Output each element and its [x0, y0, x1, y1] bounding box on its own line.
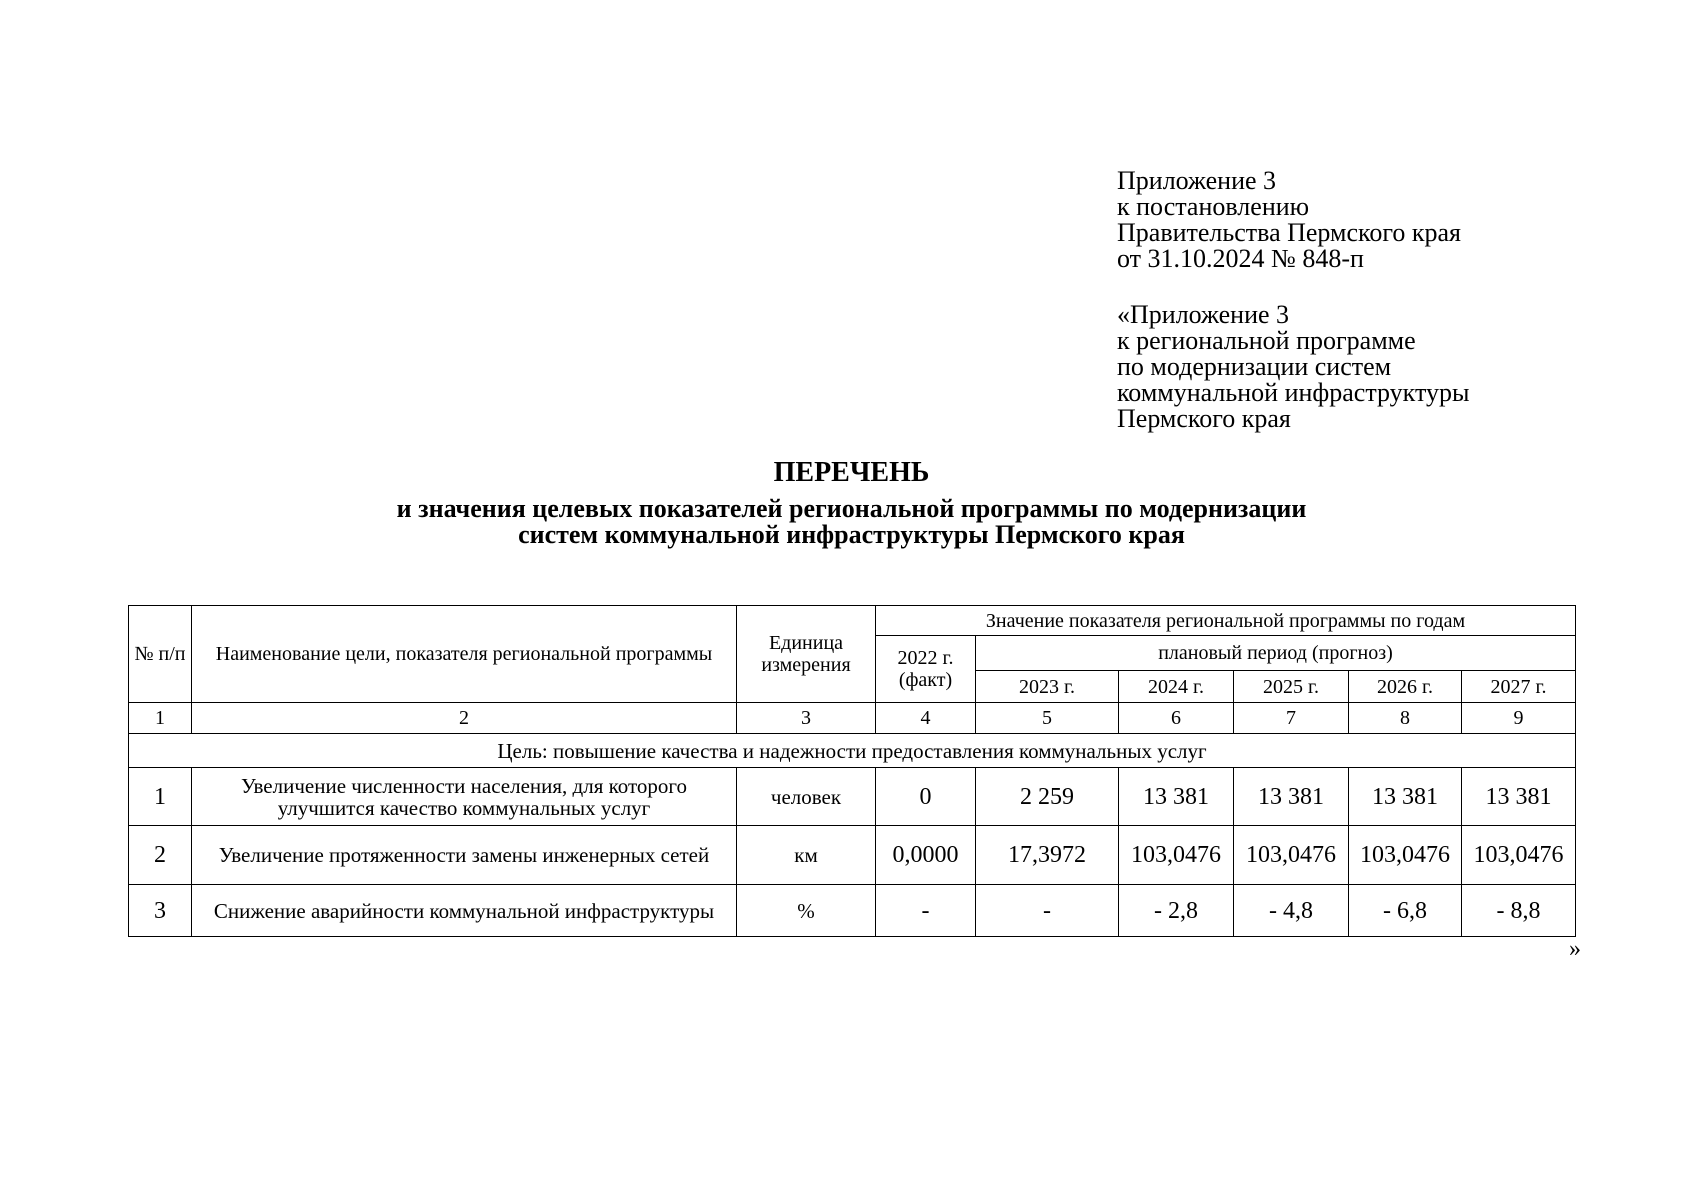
row-value: 0	[876, 768, 976, 826]
row-value: 13 381	[1349, 768, 1462, 826]
column-number: 3	[737, 703, 876, 734]
table-row	[129, 885, 1576, 937]
row-num: 3	[129, 885, 192, 937]
row-value: -	[976, 885, 1119, 937]
row-value: 2 259	[976, 768, 1119, 826]
row-value: - 8,8	[1462, 885, 1576, 937]
row-value: - 4,8	[1234, 885, 1349, 937]
row-value: -	[876, 885, 976, 937]
column-number: 8	[1349, 703, 1462, 734]
table-row	[129, 826, 1576, 885]
row-unit: %	[737, 885, 876, 937]
column-number: 9	[1462, 703, 1576, 734]
row-value: 103,0476	[1349, 826, 1462, 885]
appendix-line: Приложение 3	[1117, 166, 1277, 195]
row-name: Увеличение численности населения, для которого улучшится качество коммунальных услуг	[192, 768, 737, 826]
header-plan-period: плановый период (прогноз)	[976, 636, 1576, 671]
document-title: ПЕРЕЧЕНЬ	[773, 457, 930, 488]
appendix-reference-block	[1117, 168, 1461, 272]
row-num: 1	[129, 768, 192, 826]
row-unit: человек	[737, 768, 876, 826]
header-year: 2026 г.	[1349, 671, 1462, 703]
appendix-line: коммунальной инфраструктуры	[1117, 378, 1470, 407]
appendix-line: Пермского края	[1117, 404, 1291, 433]
row-value: 13 381	[1462, 768, 1576, 826]
header-year: 2025 г.	[1234, 671, 1349, 703]
appendix-line: к постановлению	[1117, 192, 1310, 221]
header-fact-year: 2022 г. (факт)	[876, 636, 976, 703]
header-num: № п/п	[129, 606, 192, 703]
appendix-line: по модернизации систем	[1117, 352, 1392, 381]
column-number: 4	[876, 703, 976, 734]
row-value: 0,0000	[876, 826, 976, 885]
header-unit: Единица измерения	[737, 606, 876, 703]
closing-quote: »	[1569, 936, 1581, 962]
row-unit: км	[737, 826, 876, 885]
row-value: - 6,8	[1349, 885, 1462, 937]
goal-row: Цель: повышение качества и надежности предоставления коммунальных услуг	[129, 734, 1576, 768]
appendix-line: Правительства Пермского края	[1117, 218, 1461, 247]
row-value: 13 381	[1119, 768, 1234, 826]
header-year: 2027 г.	[1462, 671, 1576, 703]
header-year: 2024 г.	[1119, 671, 1234, 703]
table-row	[129, 768, 1576, 826]
row-value: 103,0476	[1234, 826, 1349, 885]
row-num: 2	[129, 826, 192, 885]
row-value: 17,3972	[976, 826, 1119, 885]
document-subtitle-line-1: и значения целевых показателей региональной программы по модернизации	[396, 494, 1307, 523]
column-number: 5	[976, 703, 1119, 734]
row-value: 103,0476	[1119, 826, 1234, 885]
row-value: 13 381	[1234, 768, 1349, 826]
column-number: 1	[129, 703, 192, 734]
header-values-group: Значение показателя региональной программы по годам	[876, 606, 1576, 636]
appendix-line: «Приложение 3	[1117, 300, 1290, 329]
row-name: Увеличение протяженности замены инженерных сетей	[192, 826, 737, 885]
program-appendix-block	[1117, 302, 1469, 432]
column-number: 2	[192, 703, 737, 734]
indicators-table	[128, 605, 1576, 937]
appendix-line: от 31.10.2024 № 848-п	[1117, 244, 1364, 273]
appendix-line: к региональной программе	[1117, 326, 1416, 355]
row-value: 103,0476	[1462, 826, 1576, 885]
document-subtitle-line-2: систем коммунальной инфраструктуры Пермского края	[518, 520, 1185, 549]
column-number: 6	[1119, 703, 1234, 734]
row-value: - 2,8	[1119, 885, 1234, 937]
header-name: Наименование цели, показателя региональной программы	[192, 606, 737, 703]
column-number-row	[129, 703, 1576, 734]
row-name: Снижение аварийности коммунальной инфраструктуры	[192, 885, 737, 937]
column-number: 7	[1234, 703, 1349, 734]
header-year: 2023 г.	[976, 671, 1119, 703]
